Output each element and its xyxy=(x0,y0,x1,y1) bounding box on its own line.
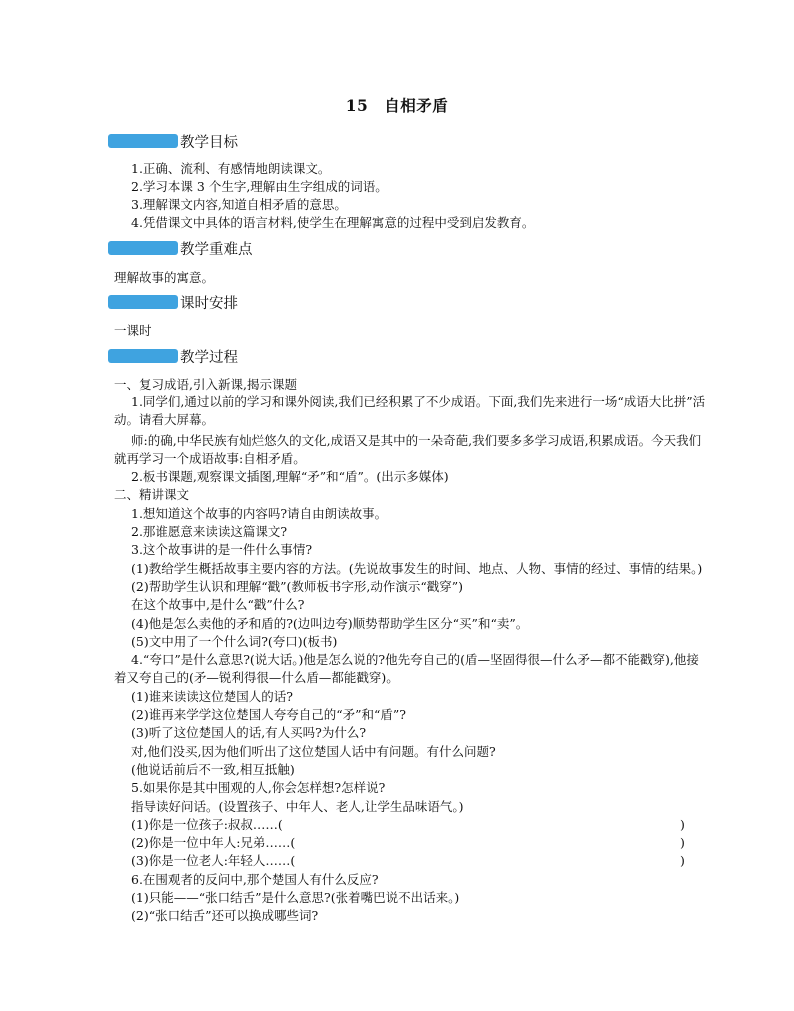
schedule-text: 一课时 xyxy=(114,323,152,338)
process-line: (1)教给学生概括故事主要内容的方法。(先说故事发生的时间、地点、人物、事情的经过、事情的结果。) xyxy=(131,561,703,576)
page-title xyxy=(0,94,794,116)
process-line: 1.想知道这个故事的内容吗?请自由朗读故事。 xyxy=(131,506,388,521)
process-line: 动。请看大屏幕。 xyxy=(114,412,215,427)
process-line: 一、复习成语,引入新课,揭示课题 xyxy=(114,377,297,392)
blank-close-paren: ) xyxy=(680,835,685,850)
process-line: (2)帮助学生认识和理解“戳”(教师板书字形,动作演示“戳穿”) xyxy=(131,579,463,594)
section-bar xyxy=(108,134,178,148)
process-line: 就再学习一个成语故事:自相矛盾。 xyxy=(114,451,306,466)
section-difficulty xyxy=(108,237,253,259)
process-line: 2.那谁愿意来读读这篇课文? xyxy=(131,524,288,539)
section-label-process: 教学过程 xyxy=(180,349,238,366)
section-bar xyxy=(108,241,178,255)
process-line: (1)你是一位孩子:叔叔……( xyxy=(131,817,283,832)
process-line: 1.同学们,通过以前的学习和课外阅读,我们已经积累了不少成语。下面,我们先来进行一场“成语大比拼”活 xyxy=(131,394,706,409)
process-line: 2.板书课题,观察课文插图,理解“矛”和“盾”。(出示多媒体) xyxy=(131,469,449,484)
goal-line: 1.正确、流利、有感情地朗读课文。 xyxy=(131,161,331,176)
blank-close-paren: ) xyxy=(680,817,685,832)
process-line: (2)你是一位中年人:兄弟……( xyxy=(131,835,296,850)
goal-line: 4.凭借课文中具体的语言材料,使学生在理解寓意的过程中受到启发教育。 xyxy=(131,215,535,230)
process-line: (3)听了这位楚国人的话,有人买吗?为什么? xyxy=(131,725,367,740)
section-label-difficulty: 教学重难点 xyxy=(180,241,253,258)
process-line: (1)谁来读读这位楚国人的话? xyxy=(131,689,293,704)
section-process xyxy=(108,345,238,367)
blank-close-paren: ) xyxy=(680,853,685,868)
lesson-number: 15 xyxy=(345,96,369,115)
process-line: (1)只能——“张口结舌”是什么意思?(张着嘴巴说不出话来。) xyxy=(131,890,460,905)
process-line: 师:的确,中华民族有灿烂悠久的文化,成语又是其中的一朵奇葩,我们要多多学习成语,积累成语。今天我们 xyxy=(131,433,702,448)
process-line: (5)文中用了一个什么词?(夸口)(板书) xyxy=(131,634,338,649)
goal-line: 3.理解课文内容,知道自相矛盾的意思。 xyxy=(131,197,347,212)
process-line: (2)谁再来学学这位楚国人夸夸自己的“矛”和“盾”? xyxy=(131,707,406,722)
process-line: 4.“夸口”是什么意思?(说大话。)他是怎么说的?他先夸自己的(盾—坚固得很—什么矛—都不能戳穿),他接 xyxy=(131,652,699,667)
process-line: 在这个故事中,是什么“戳”什么? xyxy=(131,597,305,612)
process-line: 6.在围观者的反问中,那个楚国人有什么反应? xyxy=(131,872,379,887)
difficulty-text: 理解故事的寓意。 xyxy=(114,270,215,285)
lesson-title: 自相矛盾 xyxy=(384,96,449,115)
process-line: 3.这个故事讲的是一件什么事情? xyxy=(131,542,313,557)
section-bar xyxy=(108,349,178,363)
process-line: (他说话前后不一致,相互抵触) xyxy=(131,762,295,777)
section-schedule xyxy=(108,291,238,313)
process-line: 着又夸自己的(矛—锐利得很—什么盾—都能戳穿)。 xyxy=(114,670,399,685)
process-line: 对,他们没买,因为他们听出了这位楚国人话中有问题。有什么问题? xyxy=(131,744,496,759)
process-line: (3)你是一位老人:年轻人……( xyxy=(131,853,296,868)
section-label-schedule: 课时安排 xyxy=(180,295,238,312)
process-line: 二、精讲课文 xyxy=(114,487,190,502)
section-goals xyxy=(108,130,238,152)
process-line: 5.如果你是其中围观的人,你会怎样想?怎样说? xyxy=(131,780,386,795)
process-line: 指导读好问话。(设置孩子、中年人、老人,让学生品味语气。) xyxy=(131,799,464,814)
process-line: (4)他是怎么卖他的矛和盾的?(边叫边夸)顺势帮助学生区分“买”和“卖”。 xyxy=(131,616,529,631)
process-line: (2)“张口结舌”还可以换成哪些词? xyxy=(131,908,319,923)
section-label-goals: 教学目标 xyxy=(180,134,238,151)
section-bar xyxy=(108,295,178,309)
goal-line: 2.学习本课 3 个生字,理解由生字组成的词语。 xyxy=(131,179,388,194)
